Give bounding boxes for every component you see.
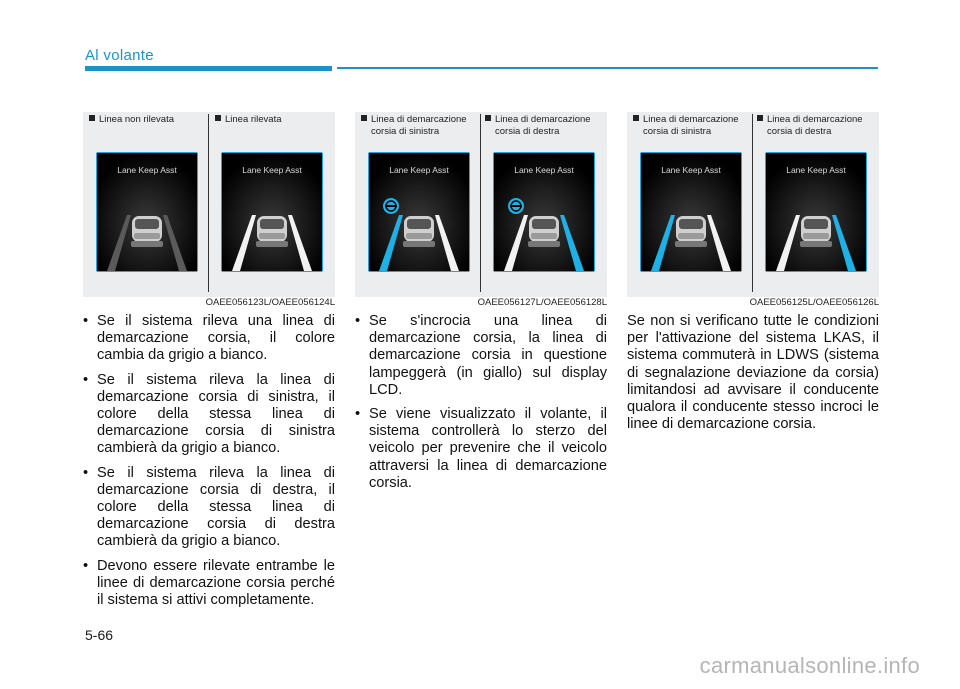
figure-label-detected: Linea rilevata [215, 114, 333, 126]
screen-title: Lane Keep Asst [117, 165, 177, 175]
bullet-item: • Se s'incrocia una linea di demarcazione corsia, la linea di demarcazione corsia in questione lampeggerà (in giallo) sul display LCD. [355, 313, 607, 399]
lcd-screen-lines-white [221, 152, 323, 272]
figure-panel-2 [355, 112, 607, 297]
figure-label-right-lane: Linea di demarcazione corsia di destra [485, 114, 603, 138]
lcd-screen-lines-gray [96, 152, 198, 272]
figure-divider [208, 114, 209, 292]
page-number: 5-66 [85, 627, 114, 643]
paragraph: Se non si verificano tutte le condizioni per l'attivazione del sistema LKAS, il sistema commuterà in LDWS (sistema di segnalazione deviazione da corsia) limitandosi ad avvisare il conducente qualora il conducente stesso incroci le linee di demarcazione corsia. [627, 313, 879, 433]
text-column-3 [627, 313, 879, 433]
header-rule [337, 67, 878, 69]
text-column-1 [83, 313, 335, 616]
screen-title: Lane Keep Asst [389, 165, 449, 175]
car-icon [403, 216, 435, 247]
bullet-item: • Se il sistema rileva una linea di demarcazione corsia, il colore cambia da grigio a bianco. [83, 313, 335, 365]
bullet-item: • Se il sistema rileva la linea di demarcazione corsia di sinistra, il colore della stessa linea di demarcazione corsia di sinistra cambierà da grigio a bianco. [83, 372, 335, 458]
figure-label-left-lane: Linea di demarcazione corsia di sinistra [633, 114, 751, 138]
square-bullet-icon [215, 115, 221, 121]
lcd-screen-right-lane-highlight [493, 152, 595, 272]
square-bullet-icon [633, 115, 639, 121]
car-icon [528, 216, 560, 247]
square-bullet-icon [485, 115, 491, 121]
lcd-screen-left-lane-warning [640, 152, 742, 272]
figure-label-left-lane: Linea di demarcazione corsia di sinistra [361, 114, 479, 138]
watermark: carmanualsonline.info [699, 653, 920, 678]
figure-label-right-lane: Linea di demarcazione corsia di destra [757, 114, 875, 138]
screen-title: Lane Keep Asst [786, 165, 846, 175]
square-bullet-icon [361, 115, 367, 121]
bullet-item: • Devono essere rilevate entrambe le linee di demarcazione corsia perché il sistema si attivi completamente. [83, 558, 335, 610]
square-bullet-icon [757, 115, 763, 121]
figure-code-3: OAEE056125L/OAEE056126L [749, 297, 879, 308]
header-bar [85, 66, 332, 71]
screen-title: Lane Keep Asst [661, 165, 721, 175]
text-column-2 [355, 313, 607, 499]
lcd-screen-left-lane-highlight [368, 152, 470, 272]
car-icon [800, 216, 832, 247]
figure-divider [480, 114, 481, 292]
steering-wheel-icon [383, 198, 399, 214]
screen-title: Lane Keep Asst [514, 165, 574, 175]
bullet-item: • Se viene visualizzato il volante, il sistema controllerà lo sterzo del veicolo per prevenire che il veicolo attraversi la linea di demarcazione corsia. [355, 406, 607, 492]
figure-panel-1 [83, 112, 335, 297]
figure-divider [752, 114, 753, 292]
screen-title: Lane Keep Asst [242, 165, 302, 175]
lcd-screen-right-lane-warning [765, 152, 867, 272]
car-icon [675, 216, 707, 247]
figure-label-not-detected: Linea non rilevata [89, 114, 207, 126]
square-bullet-icon [89, 115, 95, 121]
bullet-item: • Se il sistema rileva la linea di demarcazione corsia di destra, il colore della stessa linea di demarcazione corsia di destra cambierà da grigio a bianco. [83, 465, 335, 551]
steering-wheel-icon [508, 198, 524, 214]
section-title: Al volante [85, 47, 154, 64]
figure-panel-3 [627, 112, 879, 297]
car-icon [131, 216, 163, 247]
figure-code-1: OAEE056123L/OAEE056124L [205, 297, 335, 308]
figure-code-2: OAEE056127L/OAEE056128L [477, 297, 607, 308]
car-icon [256, 216, 288, 247]
